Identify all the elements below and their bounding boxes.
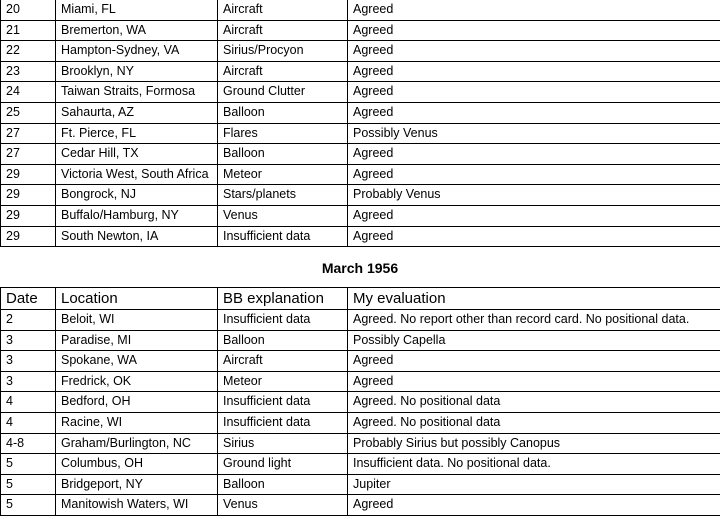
march-table	[0, 287, 720, 516]
bb-explanation-cell: Aircraft	[218, 0, 348, 20]
march-table-body	[1, 310, 720, 516]
evaluation-cell: Agreed. No positional data	[348, 392, 720, 413]
previous-month-table-body	[1, 0, 720, 247]
date-cell: 5	[1, 474, 56, 495]
location-cell: Brooklyn, NY	[56, 61, 218, 82]
table-row	[1, 412, 720, 433]
evaluation-cell: Agreed	[348, 351, 720, 372]
evaluation-cell: Probably Sirius but possibly Canopus	[348, 433, 720, 454]
location-cell: Graham/Burlington, NC	[56, 433, 218, 454]
evaluation-cell: Agreed. No report other than record card. No positional data.	[348, 310, 720, 331]
bb-explanation-cell: Flares	[218, 123, 348, 144]
header-location: Location	[56, 288, 218, 310]
evaluation-cell: Agreed	[348, 205, 720, 226]
table-row	[1, 474, 720, 495]
bb-explanation-cell: Insufficient data	[218, 392, 348, 413]
location-cell: Victoria West, South Africa	[56, 164, 218, 185]
location-cell: Beloit, WI	[56, 310, 218, 331]
location-cell: Paradise, MI	[56, 330, 218, 351]
date-cell: 5	[1, 495, 56, 516]
table-row	[1, 351, 720, 372]
bb-explanation-cell: Ground light	[218, 454, 348, 475]
bb-explanation-cell: Aircraft	[218, 61, 348, 82]
bb-explanation-cell: Balloon	[218, 330, 348, 351]
table-row	[1, 185, 720, 206]
evaluation-cell: Agreed	[348, 226, 720, 247]
bb-explanation-cell: Venus	[218, 205, 348, 226]
table-row	[1, 123, 720, 144]
bb-explanation-cell: Sirius/Procyon	[218, 41, 348, 62]
evaluation-cell: Agreed. No positional data	[348, 412, 720, 433]
date-cell: 3	[1, 371, 56, 392]
table-row	[1, 495, 720, 516]
bb-explanation-cell: Insufficient data	[218, 412, 348, 433]
bb-explanation-cell: Balloon	[218, 102, 348, 123]
header-bb-explanation: BB explanation	[218, 288, 348, 310]
bb-explanation-cell: Stars/planets	[218, 185, 348, 206]
date-cell: 27	[1, 144, 56, 165]
table-row	[1, 226, 720, 247]
date-cell: 4-8	[1, 433, 56, 454]
evaluation-cell: Agreed	[348, 144, 720, 165]
date-cell: 25	[1, 102, 56, 123]
date-cell: 4	[1, 412, 56, 433]
table-row	[1, 371, 720, 392]
evaluation-cell: Insufficient data. No positional data.	[348, 454, 720, 475]
evaluation-cell: Possibly Capella	[348, 330, 720, 351]
table-header-row	[1, 288, 720, 310]
evaluation-cell: Jupiter	[348, 474, 720, 495]
bb-explanation-cell: Aircraft	[218, 20, 348, 41]
date-cell: 3	[1, 351, 56, 372]
bb-explanation-cell: Ground Clutter	[218, 82, 348, 103]
table-row	[1, 20, 720, 41]
date-cell: 24	[1, 82, 56, 103]
location-cell: Manitowish Waters, WI	[56, 495, 218, 516]
section-title: March 1956	[321, 260, 399, 276]
table-row	[1, 144, 720, 165]
date-cell: 29	[1, 226, 56, 247]
table-row	[1, 0, 720, 20]
location-cell: Bridgeport, NY	[56, 474, 218, 495]
location-cell: Fredrick, OK	[56, 371, 218, 392]
bb-explanation-cell: Meteor	[218, 164, 348, 185]
bb-explanation-cell: Insufficient data	[218, 310, 348, 331]
table-row	[1, 82, 720, 103]
bb-explanation-cell: Insufficient data	[218, 226, 348, 247]
date-cell: 21	[1, 20, 56, 41]
location-cell: South Newton, IA	[56, 226, 218, 247]
date-cell: 29	[1, 185, 56, 206]
table-row	[1, 433, 720, 454]
evaluation-cell: Agreed	[348, 20, 720, 41]
location-cell: Racine, WI	[56, 412, 218, 433]
location-cell: Ft. Pierce, FL	[56, 123, 218, 144]
evaluation-cell: Agreed	[348, 0, 720, 20]
location-cell: Spokane, WA	[56, 351, 218, 372]
evaluation-cell: Agreed	[348, 61, 720, 82]
table-row	[1, 61, 720, 82]
table-row	[1, 392, 720, 413]
date-cell: 2	[1, 310, 56, 331]
header-date: Date	[1, 288, 56, 310]
table-row	[1, 205, 720, 226]
table-row	[1, 41, 720, 62]
date-cell: 4	[1, 392, 56, 413]
evaluation-cell: Agreed	[348, 102, 720, 123]
evaluation-cell: Agreed	[348, 495, 720, 516]
date-cell: 29	[1, 205, 56, 226]
location-cell: Hampton-Sydney, VA	[56, 41, 218, 62]
previous-month-table	[0, 0, 720, 247]
date-cell: 22	[1, 41, 56, 62]
date-cell: 27	[1, 123, 56, 144]
location-cell: Bedford, OH	[56, 392, 218, 413]
date-cell: 29	[1, 164, 56, 185]
location-cell: Cedar Hill, TX	[56, 144, 218, 165]
bb-explanation-cell: Balloon	[218, 144, 348, 165]
evaluation-cell: Agreed	[348, 41, 720, 62]
location-cell: Bremerton, WA	[56, 20, 218, 41]
location-cell: Miami, FL	[56, 0, 218, 20]
date-cell: 20	[1, 0, 56, 20]
evaluation-cell: Probably Venus	[348, 185, 720, 206]
header-my-evaluation: My evaluation	[348, 288, 720, 310]
bb-explanation-cell: Venus	[218, 495, 348, 516]
location-cell: Sahaurta, AZ	[56, 102, 218, 123]
table-row	[1, 164, 720, 185]
date-cell: 3	[1, 330, 56, 351]
date-cell: 23	[1, 61, 56, 82]
location-cell: Taiwan Straits, Formosa	[56, 82, 218, 103]
bb-explanation-cell: Aircraft	[218, 351, 348, 372]
bb-explanation-cell: Sirius	[218, 433, 348, 454]
table-row	[1, 330, 720, 351]
evaluation-cell: Agreed	[348, 82, 720, 103]
evaluation-cell: Possibly Venus	[348, 123, 720, 144]
date-cell: 5	[1, 454, 56, 475]
location-cell: Bongrock, NJ	[56, 185, 218, 206]
table-row	[1, 310, 720, 331]
evaluation-cell: Agreed	[348, 164, 720, 185]
location-cell: Buffalo/Hamburg, NY	[56, 205, 218, 226]
location-cell: Columbus, OH	[56, 454, 218, 475]
evaluation-cell: Agreed	[348, 371, 720, 392]
table-row	[1, 102, 720, 123]
table-row	[1, 454, 720, 475]
bb-explanation-cell: Meteor	[218, 371, 348, 392]
bb-explanation-cell: Balloon	[218, 474, 348, 495]
